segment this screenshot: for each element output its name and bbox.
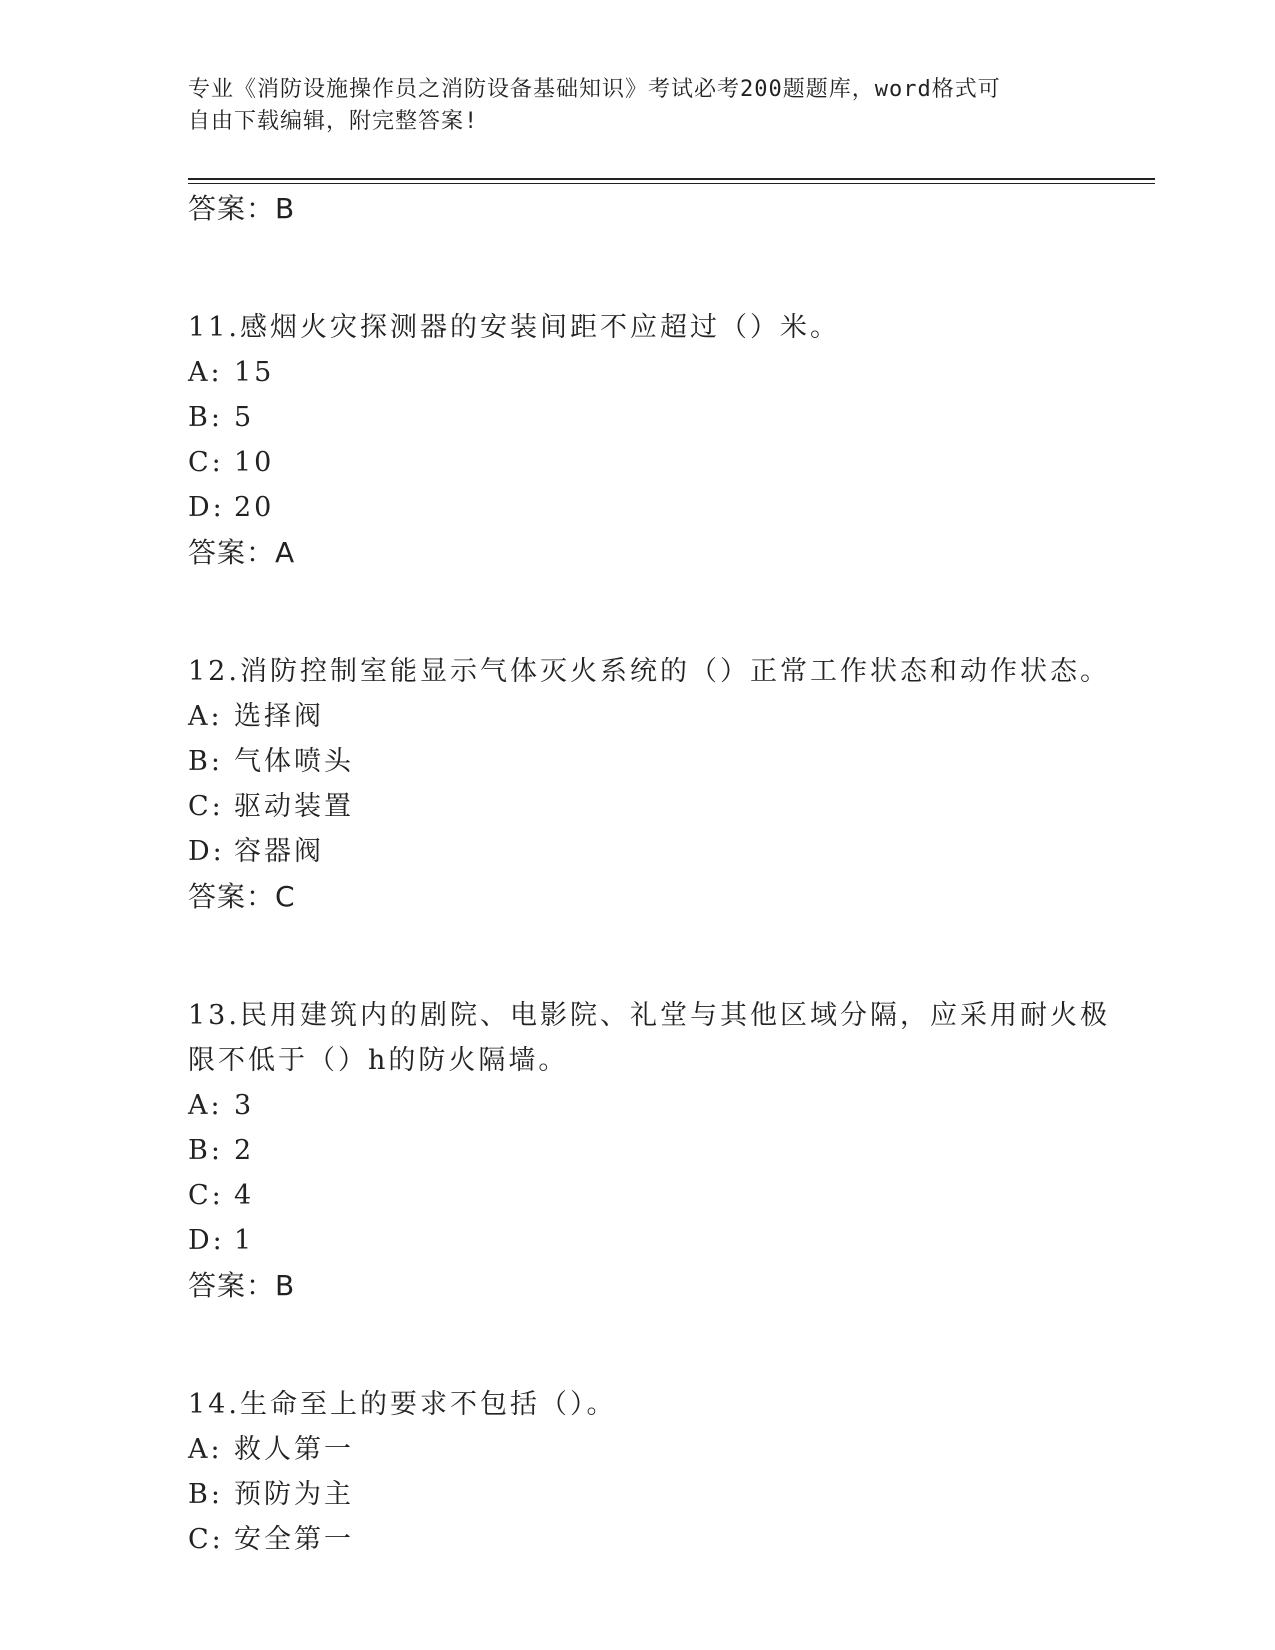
option-key: D:: [188, 492, 225, 523]
option-text: 5: [234, 402, 255, 433]
option-a: [188, 694, 1168, 739]
option-b: [188, 739, 1168, 784]
question-14: [188, 1382, 1168, 1427]
answer-value: B: [275, 192, 295, 225]
option-text: 选择阀: [234, 701, 324, 732]
question-text-line: 14.生命至上的要求不包括（）。: [188, 1389, 617, 1420]
option-text: 预防为主: [234, 1479, 354, 1510]
option-b: [188, 1472, 1168, 1517]
answer-line: [188, 874, 1168, 920]
option-text: 4: [234, 1180, 255, 1211]
option-key: C:: [188, 1524, 224, 1555]
option-b: [188, 1128, 1168, 1173]
option-text: 驱动装置: [234, 791, 354, 822]
option-c: [188, 784, 1168, 829]
answer-line: [188, 1263, 1168, 1309]
option-d: [188, 1218, 1168, 1263]
option-a: [188, 1427, 1168, 1472]
option-text: 安全第一: [234, 1524, 354, 1555]
answer-line: [188, 530, 1168, 576]
question-13: [188, 993, 1168, 1083]
option-text: 2: [234, 1135, 255, 1166]
option-c: [188, 1173, 1168, 1218]
option-d: [188, 485, 1168, 530]
option-d: [188, 829, 1168, 874]
answer-line: [188, 186, 1168, 232]
option-text: 3: [234, 1090, 255, 1121]
option-key: A:: [188, 357, 223, 388]
question-text-line: 限不低于（）h的防火隔墙。: [188, 1045, 569, 1076]
option-key: A:: [188, 1090, 223, 1121]
option-a: [188, 1083, 1168, 1128]
question-text-line: 12.消防控制室能显示气体灭火系统的（）正常工作状态和动作状态。: [188, 656, 1110, 687]
option-text: 10: [234, 447, 275, 478]
question-text: [188, 1382, 1168, 1427]
question-text: [188, 649, 1168, 694]
option-text: 20: [234, 492, 275, 523]
option-key: C:: [188, 447, 224, 478]
document-header: [188, 74, 1088, 138]
option-text: 15: [234, 357, 275, 388]
option-key: A:: [188, 701, 223, 732]
option-key: D:: [188, 836, 225, 867]
question-text: [188, 305, 1168, 350]
answer-label: 答案：: [188, 880, 276, 913]
option-text: 气体喷头: [234, 746, 354, 777]
option-key: B:: [188, 1479, 223, 1510]
option-key: C:: [188, 1180, 224, 1211]
option-text: 1: [234, 1225, 255, 1256]
answer-value: C: [275, 880, 295, 913]
option-text: 容器阀: [234, 836, 324, 867]
answer-value: A: [275, 536, 295, 569]
header-line-2: 自由下载编辑，附完整答案!: [188, 109, 479, 134]
question-text-line: 13.民用建筑内的剧院、电影院、礼堂与其他区域分隔，应采用耐火极: [188, 1000, 1110, 1031]
option-b: [188, 395, 1168, 440]
option-c: [188, 440, 1168, 485]
option-text: 救人第一: [234, 1434, 354, 1465]
header-divider-thin: [188, 183, 1155, 184]
option-key: B:: [188, 1135, 223, 1166]
option-c: [188, 1517, 1168, 1562]
question-11: [188, 305, 1168, 350]
answer-label: 答案：: [188, 1269, 276, 1302]
header-divider-thick: [188, 178, 1155, 180]
question-text-line: 11.感烟火灾探测器的安装间距不应超过（）米。: [188, 312, 840, 343]
answer-label: 答案：: [188, 192, 276, 225]
option-key: C:: [188, 791, 224, 822]
option-key: B:: [188, 746, 223, 777]
answer-label: 答案：: [188, 536, 276, 569]
option-key: B:: [188, 402, 223, 433]
header-line-1: 专业《消防设施操作员之消防设备基础知识》考试必考200题题库，word格式可: [188, 77, 1001, 102]
option-a: [188, 350, 1168, 395]
question-list: [188, 186, 1168, 1562]
answer-value: B: [275, 1269, 295, 1302]
option-key: A:: [188, 1434, 223, 1465]
option-key: D:: [188, 1225, 225, 1256]
question-text: [188, 993, 1168, 1083]
question-12: [188, 649, 1168, 694]
